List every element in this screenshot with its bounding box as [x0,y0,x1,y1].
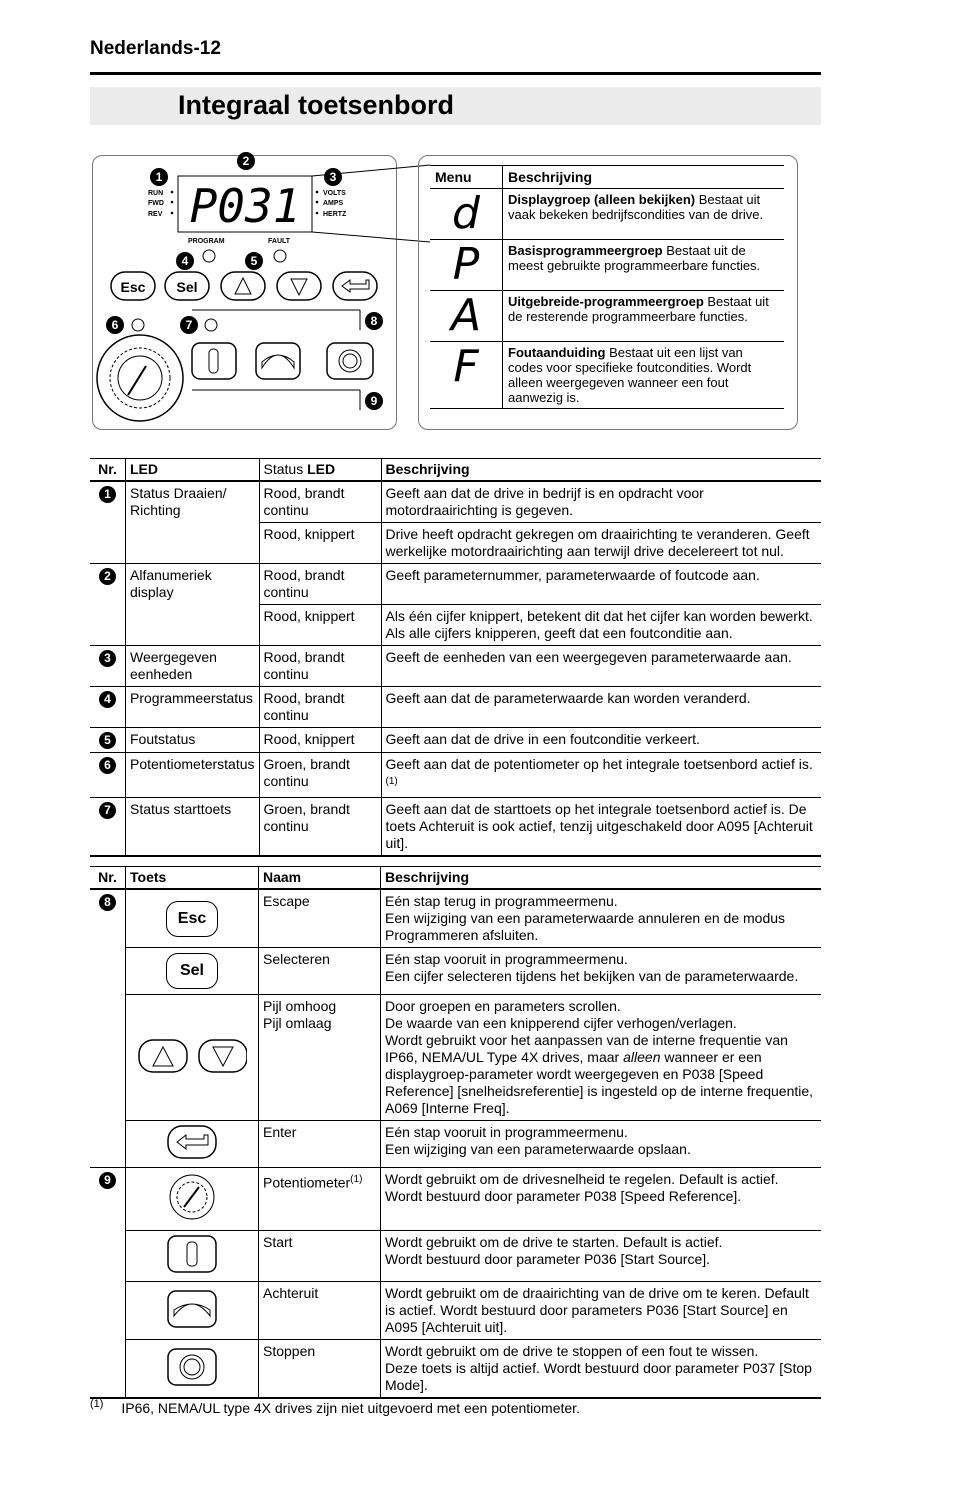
key-description: Wordt gebruikt om de drive te stoppen of een fout te wissen. Deze toets is altijd actief. Wordt bestuurd door parameter P037 [Stop Mode]. [381,1340,822,1399]
svg-text:6: 6 [111,318,119,332]
row-number [90,1121,126,1168]
svg-text:Esc: Esc [120,279,146,295]
led-table [90,458,821,857]
footnote [90,1398,580,1416]
menu-glyph: F [453,341,479,392]
row-number [90,1231,126,1282]
stop-key [327,343,373,379]
potentiometer-icon [166,1210,218,1226]
menu-group-name: Uitgebreide-programmeergroep [508,294,704,309]
led-description: Als één cijfer knippert, betekent dit dat het cijfer kan worden bewerkt. Als alle cijfers knipperen, geeft dat een foutconditie aan. [381,605,821,646]
svg-text:Sel: Sel [176,279,198,295]
key-description: Wordt gebruikt om de drivesnelheid te regelen. Default is actief. Wordt bestuurd door parameter P038 [Speed Reference]. [381,1168,822,1231]
menu-glyph: A [450,290,482,341]
key-name: Pijl omhoog Pijl omlaag [259,995,381,1121]
enter-key-icon [166,1147,218,1163]
menu-description [503,240,785,291]
row-number [90,1168,126,1231]
menu-glyph-cell [430,291,503,342]
key-icon-cell [126,995,259,1121]
key-name: Enter [259,1121,381,1168]
key-name: Potentiometer$^{(1)}$ [259,1168,381,1231]
start-key [192,343,236,379]
svg-text:REV: REV [148,211,163,218]
key-header: Toets [126,867,259,890]
callout-number: 8 [99,894,116,911]
svg-text:9: 9 [370,394,378,408]
row-number [90,889,126,948]
led-status: Rood, brandt continu [259,687,381,728]
key-description: Door groepen en parameters scrollen. De waarde van een knipperend cijfer verhogen/verlagen. Wordt gebruikt voor het aanpassen van de interne frequentie van IP66, NEMA/UL Type 4X drives, maar alleen wanneer er een displaygroep-parameter wordt weergegeven en P038 [Speed Reference] [snelheidsreferentie] is ingesteld op de interne frequentie, A069 [Interne Freq]. [381,995,822,1121]
callout-number: 9 [99,1172,116,1189]
key-icon-cell [126,948,259,995]
arrow-keys-icon [137,1061,247,1077]
led-name [126,605,260,646]
description-header: Beschrijving [381,459,821,482]
menu-group-text: Bestaat uit de resterende programmeerbare functies. [508,294,769,324]
led-status: Rood, knippert [259,605,381,646]
led-description: Geeft aan dat de starttoets op het integrale toetsenbord actief is. De toets Achteruit is ook actief, tenzij uitgeschakeld door A095 [Achteruit uit]. [381,797,821,856]
key-name: Selecteren [259,948,381,995]
menu-row [430,240,784,291]
page-title: Integraal toetsenbord [178,90,455,120]
table-row [90,481,821,523]
row-number [90,948,126,995]
menu-row [430,342,784,409]
start-led [205,319,217,331]
table-row [90,564,821,605]
callout-number: 7 [99,802,116,819]
start-key-icon [166,1261,218,1277]
row-number [90,646,126,687]
pot-led [132,319,144,331]
led-name: Status starttoets [126,797,260,856]
menu-description [503,189,785,240]
table-row [90,1121,821,1168]
key-icon-cell [126,1121,259,1168]
table-row [90,728,821,753]
svg-text:VOLTS: VOLTS [323,190,346,197]
menu-group-name: Basisprogrammeergroep [508,243,663,258]
sel-key-icon: Sel [166,962,218,978]
led-status: Rood, brandt continu [259,646,381,687]
menu-group-text: Bestaat uit een lijst van codes voor specifieke foutcondities. Wordt alleen weergegeven wanneer een fout aanwezig is. [508,345,752,405]
description-col-header: Beschrijving [503,166,785,189]
menu-table [430,165,784,409]
callout-number: 3 [99,650,116,667]
led-name: Potentiometerstatus [126,753,260,798]
menu-glyph-cell [430,342,503,409]
table-row [90,1340,821,1399]
key-icon-cell [126,889,259,948]
status-header [259,459,381,482]
svg-text:PROGRAM: PROGRAM [188,238,225,245]
led-description: Geeft aan dat de drive in een foutconditie verkeert. [381,728,821,753]
nr-header: Nr. [90,867,126,890]
led-description: Geeft aan dat de parameterwaarde kan worden veranderd. [381,687,821,728]
key-description: Wordt gebruikt om de draairichting van de drive om te keren. Default is actief. Wordt bestuurd door parameters P036 [Start Source] en A095 [Achteruit uit]. [381,1282,822,1340]
led-name: Alfanumeriek display [126,564,260,605]
table-row [90,753,821,798]
menu-group-name: Foutaanduiding [508,345,606,360]
menu-row [430,291,784,342]
led-header: LED [126,459,260,482]
footnote-ref: (1) [350,1174,363,1185]
key-description: Eén stap vooruit in programmeermenu. Een cijfer selecteren tijdens het bekijken van de parameterwaarde. [381,948,822,995]
svg-text:3: 3 [329,170,337,184]
fault-led [274,250,286,262]
table-row [90,687,821,728]
footnote-ref: (1) [385,776,398,787]
svg-text:FAULT: FAULT [268,238,291,245]
key-icon-cell [126,1340,259,1399]
nr-header: Nr. [90,459,126,482]
row-number [90,605,126,646]
svg-text:2: 2 [242,154,250,168]
footnote-mark: (1) [90,1398,104,1410]
row-number [90,523,126,564]
row-number [90,797,126,856]
name-header: Naam [259,867,381,890]
led-description: Geeft de eenheden van een weergegeven parameterwaarde aan. [381,646,821,687]
led-status: Rood, brandt continu [259,564,381,605]
key-icon-cell [126,1231,259,1282]
table-row [90,797,821,856]
callout-number: 2 [99,568,116,585]
up-key [221,272,265,300]
row-number [90,1282,126,1340]
svg-text:7: 7 [185,318,193,332]
svg-text:4: 4 [181,254,189,268]
table-row [90,646,821,687]
key-name: Achteruit [259,1282,381,1340]
table-row [90,605,821,646]
menu-row [430,189,784,240]
row-number [90,481,126,523]
esc-key-icon: Esc [166,910,218,926]
row-number [90,564,126,605]
led-name: Programmeerstatus [126,687,260,728]
led-status: Rood, brandt continu [259,481,381,523]
table-row [90,523,821,564]
led-status: Groen, brandt continu [259,753,381,798]
table-row [90,1282,821,1340]
led-description: Geeft aan dat de potentiometer op het integrale toetsenbord actief is.$^{(1)}$ [381,753,821,798]
menu-glyph-cell [430,240,503,291]
svg-text:RUN: RUN [148,190,164,197]
table-row [90,889,821,948]
menu-group-name: Displaygroep (alleen bekijken) [508,192,696,207]
key-table [90,866,821,1399]
menu-glyph: d [452,188,480,239]
key-icon-cell [126,1168,259,1231]
led-name: Status Draaien/ Richting [126,481,260,523]
callout-number: 5 [99,732,116,749]
program-led [203,250,215,262]
key-name: Stoppen [259,1340,381,1399]
reverse-key-icon [166,1316,218,1332]
row-number [90,995,126,1121]
row-number [90,1340,126,1399]
menu-description [503,342,785,409]
svg-text:HERTZ: HERTZ [323,211,347,218]
led-name [126,523,260,564]
description-header: Beschrijving [381,867,822,890]
menu-glyph: P [452,239,480,290]
svg-text:1: 1 [155,170,163,184]
status-bold: LED [307,461,336,477]
key-description: Eén stap vooruit in programmeermenu. Een wijziging van een parameterwaarde opslaan. [381,1121,822,1168]
key-name: Start [259,1231,381,1282]
key-description: Wordt gebruikt om de drive te starten. Default is actief. Wordt bestuurd door parameter P036 [Start Source]. [381,1231,822,1282]
callout-number: 6 [99,757,116,774]
display-readout: P031 [189,179,301,233]
row-number [90,728,126,753]
enter-key [333,272,377,300]
callout-number: 1 [99,486,116,503]
menu-group-text: Bestaat uit de meest gebruikte programmeerbare functies. [508,243,761,273]
row-number [90,687,126,728]
table-row [90,948,821,995]
menu-group-text: Bestaat uit vaak bekeken bedrijfscondities van de drive. [508,192,764,222]
key-description: Eén stap terug in programmeermenu. Een wijziging van een parameterwaarde annuleren en de modus Programmeren afsluiten. [381,889,822,948]
led-name: Foutstatus [126,728,260,753]
svg-text:FWD: FWD [148,200,164,207]
table-row [90,1231,821,1282]
table-row [90,995,821,1121]
key-icon-cell [126,1282,259,1340]
table-row [90,1168,821,1231]
svg-text:8: 8 [370,314,378,328]
menu-col-header: Menu [430,166,503,189]
svg-text:AMPS: AMPS [323,200,344,207]
led-status: Groen, brandt continu [259,797,381,856]
row-number [90,753,126,798]
svg-text:5: 5 [250,254,258,268]
callout-number: 4 [99,691,116,708]
status-prefix: Status [263,461,308,477]
emphasis: alleen [623,1049,661,1065]
footnote-text: IP66, NEMA/UL type 4X drives zijn niet uitgevoerd met een potentiometer. [121,1399,580,1416]
led-status: Rood, knippert [259,523,381,564]
led-description: Geeft parameternummer, parameterwaarde of foutcode aan. [381,564,821,605]
key-name: Escape [259,889,381,948]
stop-key-icon [166,1374,218,1390]
led-description: Geeft aan dat de drive in bedrijf is en opdracht voor motordraairichting is gegeven. [381,481,821,523]
menu-glyph-cell [430,189,503,240]
led-name: Weergegeven eenheden [126,646,260,687]
led-status: Rood, knippert [259,728,381,753]
led-description: Drive heeft opdracht gekregen om draairichting te veranderen. Geeft werkelijke motordraairichting aan terwijl drive decelereert tot nul. [381,523,821,564]
menu-description [503,291,785,342]
page-header: Nederlands-12 [90,38,221,59]
